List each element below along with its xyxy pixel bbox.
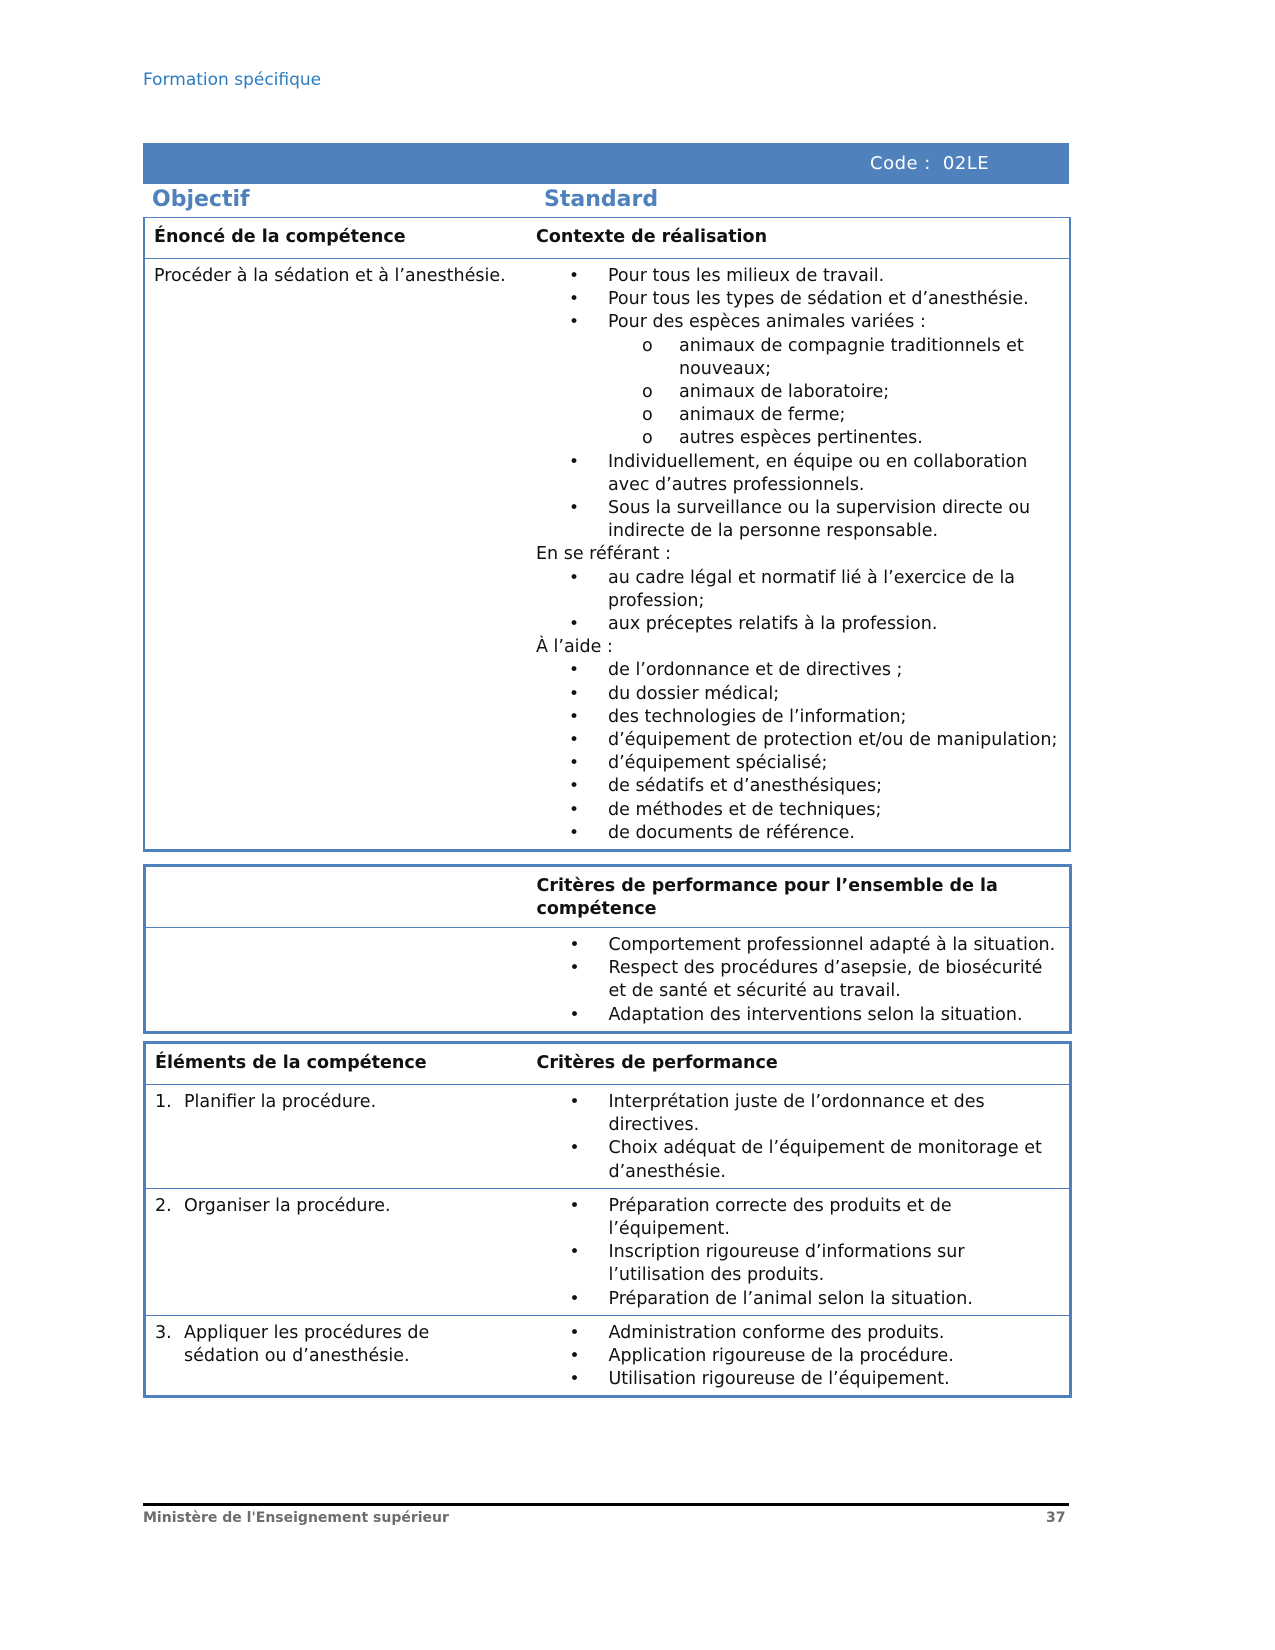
element-cell (145, 1188, 537, 1315)
code-value: 02LE (942, 153, 990, 174)
list-item: o animaux de laboratoire; (536, 381, 1061, 404)
list-item: • du dossier médical; (536, 683, 1061, 706)
list-item: • Application rigoureuse de la procédure. (537, 1345, 1062, 1368)
table-row (145, 1188, 1071, 1315)
criteria-list (537, 1195, 1062, 1311)
list-item: • Préparation de l’animal selon la situation. (537, 1288, 1062, 1311)
list-item: o animaux de compagnie traditionnels et nouveaux; (536, 335, 1061, 381)
element-item (155, 1322, 537, 1368)
list-item (536, 311, 1061, 334)
empty-cell (145, 866, 537, 928)
list-item: o animaux de ferme; (536, 404, 1061, 427)
element-number: 1. (155, 1092, 172, 1112)
list-item: • Comportement professionnel adapté à la situation. (537, 934, 1062, 957)
element-number: 3. (155, 1322, 172, 1343)
overall-criteria-header (537, 866, 1071, 928)
objectif-title: Objectif (152, 187, 250, 212)
page-number: 37 (1046, 1510, 1066, 1526)
overall-criteria-table (143, 864, 1072, 1034)
list-item: • Respect des procédures d’asepsie, de biosécurité et de santé et sécurité au travail. (537, 957, 1062, 1003)
list-item-text: Pour des espèces animales variées : (608, 312, 926, 333)
referring-list (536, 567, 1061, 637)
list-item: • Pour tous les types de sédation et d’anesthésie. (536, 288, 1061, 311)
aid-label: À l’aide : (536, 637, 613, 658)
overall-criteria-header-text: Critères de performance pour l’ensemble de la compétence (536, 876, 998, 919)
element-cell (145, 1085, 537, 1189)
context-list (536, 265, 1061, 335)
criteria-cell (537, 1315, 1071, 1397)
list-item: • de méthodes et de techniques; (536, 799, 1061, 822)
list-item: • d’équipement spécialisé; (536, 752, 1061, 775)
list-item: • Adaptation des interventions selon la situation. (537, 1004, 1062, 1027)
competency-statement: Procéder à la sédation et à l’anesthésie. (154, 266, 506, 286)
aid-list (536, 659, 1061, 845)
elements-header: Éléments de la compétence (145, 1043, 537, 1085)
list-item: o autres espèces pertinentes. (536, 427, 1061, 450)
criteria-list (537, 1322, 1062, 1392)
list-item: • Sous la surveillance ou la supervision directe ou indirecte de la personne responsable. (536, 497, 1061, 543)
list-item: • Administration conforme des produits. (537, 1322, 1062, 1345)
table-header-row (145, 866, 1071, 928)
table-row (145, 1085, 1071, 1189)
element-number: 2. (155, 1195, 172, 1216)
table-row (145, 1315, 1071, 1397)
list-item: • des technologies de l’information; (536, 706, 1061, 729)
species-list (536, 335, 1061, 451)
table-header-row (144, 218, 1070, 259)
running-header: Formation spécifique (143, 70, 322, 90)
list-item: • d’équipement de protection et/ou de manipulation; (536, 729, 1061, 752)
footer-divider (143, 1503, 1069, 1506)
criteria-cell (537, 1188, 1071, 1315)
overall-criteria-list (537, 934, 1062, 1027)
list-item: • Interprétation juste de l’ordonnance et des directives. (537, 1091, 1062, 1137)
context-list-2 (536, 451, 1061, 544)
list-item: • Préparation correcte des produits et de l’équipement. (537, 1195, 1062, 1241)
list-item: • de sédatifs et d’anesthésiques; (536, 775, 1061, 798)
code-label: Code : (870, 153, 931, 174)
list-item: • aux préceptes relatifs à la profession. (536, 613, 1061, 636)
context-cell (536, 259, 1070, 851)
criteria-list (537, 1091, 1062, 1184)
list-item: • Utilisation rigoureuse de l’équipement. (537, 1368, 1062, 1391)
empty-cell (145, 928, 537, 1033)
table-row (145, 928, 1071, 1033)
list-item: • Inscription rigoureuse d’informations sur l’utilisation des produits. (537, 1241, 1062, 1287)
element-cell (145, 1315, 537, 1397)
list-item: • de documents de référence. (536, 822, 1061, 845)
criteria-header: Critères de performance (537, 1043, 1071, 1085)
overall-criteria-cell (537, 928, 1071, 1033)
element-label: Planifier la procédure. (184, 1092, 377, 1112)
list-item: • Individuellement, en équipe ou en collaboration avec d’autres professionnels. (536, 451, 1061, 497)
statement-header: Énoncé de la compétence (144, 218, 536, 259)
list-item: • au cadre légal et normatif lié à l’exercice de la profession; (536, 567, 1061, 613)
column-titles (143, 185, 1069, 217)
element-item (155, 1091, 537, 1114)
list-item: • Pour tous les milieux de travail. (536, 265, 1061, 288)
element-label: Appliquer les procédures de sédation ou d’anesthésie. (184, 1322, 430, 1367)
referring-label: En se référant : (536, 544, 671, 565)
competency-code (870, 153, 1001, 174)
list-item: • de l’ordonnance et de directives ; (536, 659, 1061, 682)
element-item (155, 1195, 537, 1218)
table-header-row (145, 1043, 1071, 1085)
list-item: • Choix adéquat de l’équipement de monitorage et d’anesthésie. (537, 1137, 1062, 1183)
statement-context-table (143, 217, 1071, 852)
table-row (144, 259, 1070, 851)
standard-title: Standard (544, 187, 659, 212)
criteria-cell (537, 1085, 1071, 1189)
footer-ministry: Ministère de l'Enseignement supérieur (143, 1510, 449, 1526)
code-bar (143, 143, 1069, 184)
context-header: Contexte de réalisation (536, 218, 1070, 259)
element-label: Organiser la procédure. (184, 1195, 391, 1216)
elements-criteria-table (143, 1041, 1072, 1398)
